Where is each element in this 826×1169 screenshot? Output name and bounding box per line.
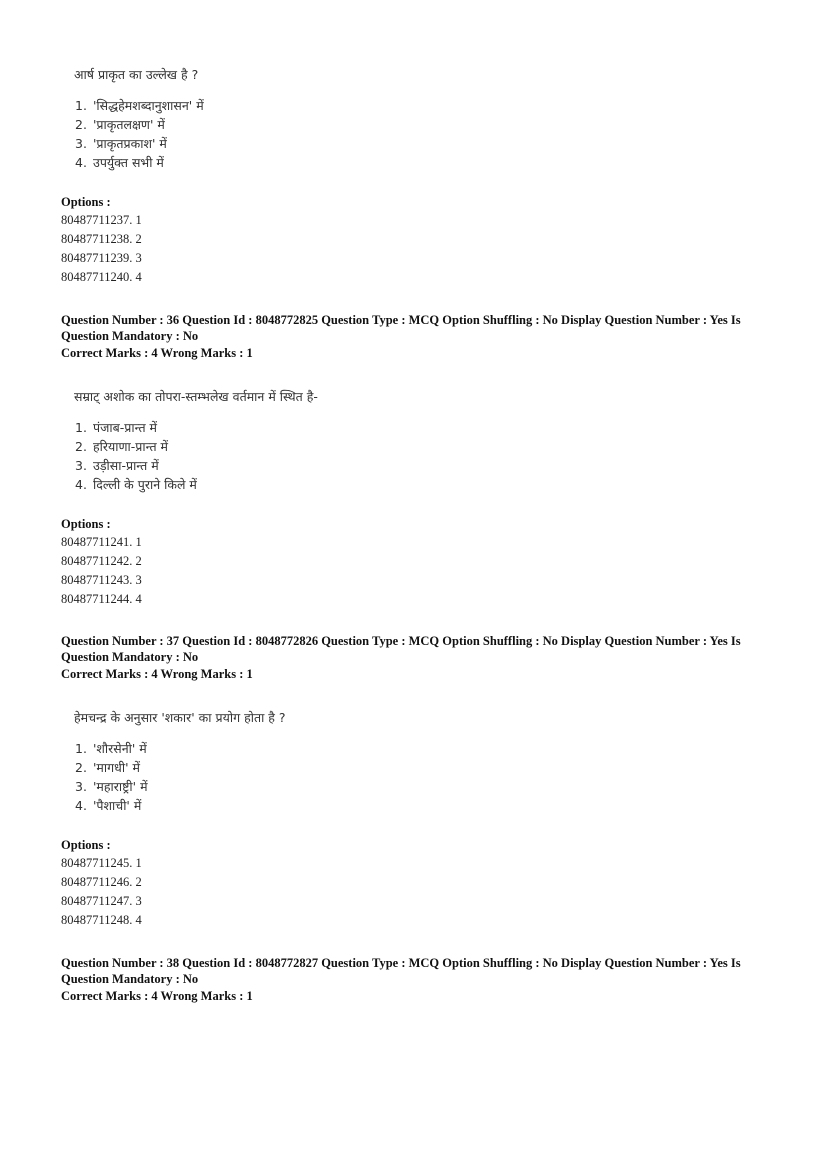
option-codes bbox=[61, 211, 142, 287]
question-37-options bbox=[75, 739, 148, 815]
option-item: 4. उपर्युक्त सभी में bbox=[75, 155, 164, 170]
option-codes bbox=[61, 854, 142, 930]
question-36-text: सम्राट् अशोक का तोपरा-स्तम्भलेख वर्तमान में स्थित है- bbox=[74, 389, 318, 404]
question-mandatory: Question Mandatory : No bbox=[61, 329, 199, 343]
option-item: 2. हरियाणा-प्रान्त में bbox=[75, 439, 169, 454]
question-marks: Correct Marks : 4 Wrong Marks : 1 bbox=[61, 346, 253, 360]
question-37-text: हेमचन्द्र के अनुसार 'शकार' का प्रयोग होता है ? bbox=[74, 710, 286, 725]
option-item: 1. 'शौरसेनी' में bbox=[75, 741, 147, 756]
option-item: 4. दिल्ली के पुराने किले में bbox=[75, 477, 197, 492]
option-code: 80487711247. 3 bbox=[61, 894, 142, 908]
option-code: 80487711243. 3 bbox=[61, 573, 142, 587]
option-code: 80487711245. 1 bbox=[61, 856, 142, 870]
question-marks: Correct Marks : 4 Wrong Marks : 1 bbox=[61, 989, 253, 1003]
options-heading: Options : bbox=[61, 195, 111, 209]
option-code: 80487711237. 1 bbox=[61, 213, 142, 227]
question-marks: Correct Marks : 4 Wrong Marks : 1 bbox=[61, 667, 253, 681]
option-code: 80487711244. 4 bbox=[61, 592, 142, 606]
option-item: 4. 'पैशाची' में bbox=[75, 798, 142, 813]
options-heading: Options : bbox=[61, 517, 111, 531]
question-meta-line: Question Number : 36 Question Id : 8048772825 Question Type : MCQ Option Shuffling : No Display Question Number : Yes Is bbox=[61, 313, 741, 327]
option-codes bbox=[61, 533, 142, 609]
question-38-meta bbox=[61, 955, 761, 1004]
option-item: 1. पंजाब-प्रान्त में bbox=[75, 420, 158, 435]
question-35-text: आर्ष प्राकृत का उल्लेख है ? bbox=[74, 67, 199, 82]
question-mandatory: Question Mandatory : No bbox=[61, 650, 199, 664]
question-36-options bbox=[75, 418, 197, 494]
question-mandatory: Question Mandatory : No bbox=[61, 972, 199, 986]
option-code: 80487711241. 1 bbox=[61, 535, 142, 549]
question-36-meta bbox=[61, 312, 761, 361]
options-heading: Options : bbox=[61, 838, 111, 852]
option-code: 80487711239. 3 bbox=[61, 251, 142, 265]
question-37-meta bbox=[61, 633, 761, 682]
question-35-options bbox=[75, 96, 204, 172]
option-item: 3. 'प्राकृतप्रकाश' में bbox=[75, 136, 167, 151]
option-item: 3. उड़ीसा-प्रान्त में bbox=[75, 458, 159, 473]
question-meta-line: Question Number : 37 Question Id : 8048772826 Question Type : MCQ Option Shuffling : No Display Question Number : Yes Is bbox=[61, 634, 741, 648]
option-item: 2. 'मागधी' में bbox=[75, 760, 140, 775]
option-item: 2. 'प्राकृतलक्षण' में bbox=[75, 117, 165, 132]
option-code: 80487711248. 4 bbox=[61, 913, 142, 927]
option-code: 80487711238. 2 bbox=[61, 232, 142, 246]
option-code: 80487711242. 2 bbox=[61, 554, 142, 568]
option-item: 3. 'महाराष्ट्री' में bbox=[75, 779, 148, 794]
option-code: 80487711246. 2 bbox=[61, 875, 142, 889]
option-item: 1. 'सिद्धहेमशब्दानुशासन' में bbox=[75, 98, 204, 113]
option-code: 80487711240. 4 bbox=[61, 270, 142, 284]
question-meta-line: Question Number : 38 Question Id : 8048772827 Question Type : MCQ Option Shuffling : No Display Question Number : Yes Is bbox=[61, 956, 741, 970]
